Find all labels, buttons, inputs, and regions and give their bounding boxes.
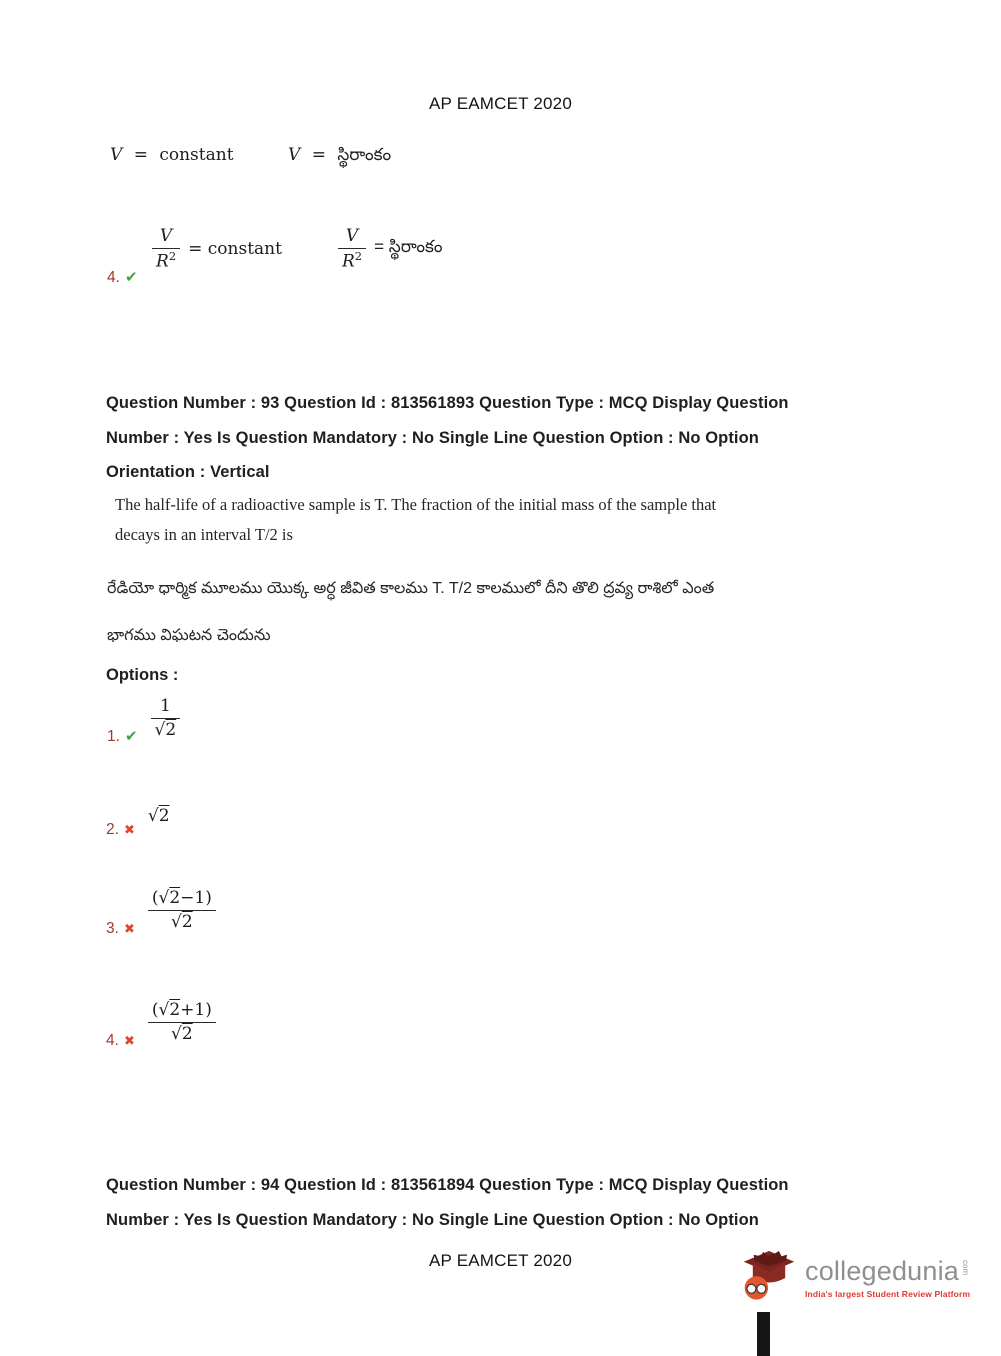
wrong-answer-icon: ✖ — [123, 921, 135, 937]
sqrt-sign: √ — [171, 912, 182, 933]
meta-line: Number : Yes Is Question Mandatory : No Single Line Question Option : No Option — [106, 428, 759, 447]
fraction-denominator — [167, 1024, 197, 1044]
den-exponent: 2 — [168, 249, 177, 264]
logo-wordmark: collegedunia — [805, 1256, 960, 1287]
prev-statement-en-eq: = — [133, 145, 148, 165]
fraction-denominator — [151, 720, 181, 740]
question-93-text-en — [115, 490, 755, 550]
sqrt-radicand: 2 — [169, 888, 181, 908]
prev-statement-en-lhs: V — [110, 145, 123, 165]
correct-answer-icon: ✔ — [124, 728, 138, 746]
option-3-label — [106, 920, 135, 938]
sqrt-radicand: 2 — [158, 806, 170, 826]
collegedunia-mascot-icon — [742, 1250, 796, 1306]
prev-statement-te-lhs: V — [288, 145, 301, 165]
sqrt-sign: √ — [171, 1024, 182, 1045]
question-text-line: decays in an interval T/2 is — [115, 525, 293, 544]
question-text-line: భాగము విఘటన చెందును — [107, 627, 271, 644]
prev-statement-te-eq: = — [311, 145, 326, 165]
option-2-value — [148, 806, 170, 826]
option-4 — [106, 1000, 216, 1050]
question-94-meta — [106, 1168, 866, 1237]
den-base: R — [341, 251, 355, 272]
logo-text-block — [805, 1257, 970, 1298]
fraction-bar — [148, 910, 216, 911]
page-footer-title: AP EAMCET 2020 — [429, 1251, 572, 1270]
option-4-fraction — [148, 1000, 216, 1044]
prev-answer-rhs-en: = constant — [188, 238, 282, 259]
option-3 — [106, 888, 216, 938]
option-2 — [106, 806, 170, 838]
logo-tagline: India's largest Student Review Platform — [805, 1288, 971, 1299]
sqrt-sign: √ — [147, 806, 159, 826]
sqrt-sign: (√ — [151, 1000, 170, 1020]
fraction-numerator: 1 — [159, 696, 171, 716]
fraction-numerator: V — [159, 226, 173, 246]
prev-answer-fraction-te — [338, 226, 366, 272]
meta-line: Orientation : Vertical — [106, 463, 270, 481]
prev-answer-formula — [152, 226, 443, 272]
fraction-bar — [151, 718, 181, 719]
question-93-meta — [106, 386, 866, 490]
fraction-numerator — [148, 1000, 216, 1020]
prev-answer-rhs-te: = స్థిరాంకం — [374, 236, 443, 256]
prev-statement-en — [110, 145, 234, 165]
sqrt-radicand: 2 — [181, 912, 193, 933]
prev-statement-en-rhs: constant — [159, 145, 234, 165]
fraction-denominator — [167, 912, 197, 932]
den-base: R — [156, 251, 169, 272]
fraction-denominator — [338, 250, 366, 272]
meta-line: Question Number : 93 Question Id : 813561893 Question Type : MCQ Display Question — [106, 394, 789, 412]
option-1-fraction — [151, 696, 181, 740]
fraction-numerator: V — [345, 226, 359, 246]
sqrt-radicand: 2 — [165, 720, 177, 741]
page-header-title: AP EAMCET 2020 — [429, 94, 572, 113]
prev-answer-fraction-en — [152, 226, 180, 272]
sqrt-radicand: 2 — [169, 1000, 181, 1020]
logo-domain-label: com — [961, 1260, 971, 1276]
option-number: 2. — [106, 821, 119, 838]
sqrt-radicand: 2 — [181, 1024, 193, 1045]
collegedunia-logo — [742, 1250, 970, 1306]
prev-answer-label — [107, 268, 138, 287]
wrong-answer-icon: ✖ — [123, 1033, 135, 1049]
prev-statement-te-rhs: స్థిరాంకం — [337, 145, 392, 164]
fraction-numerator — [148, 888, 216, 908]
option-number: 1. — [107, 728, 120, 746]
option-number: 4. — [106, 1032, 119, 1050]
option-1 — [107, 696, 180, 746]
option-4-label — [106, 1032, 135, 1050]
question-text-line: The half-life of a radioactive sample is T. The fraction of the initial mass of the sample that — [115, 495, 717, 514]
option-1-label — [107, 727, 138, 746]
meta-line: Number : Yes Is Question Mandatory : No Single Line Question Option : No Option — [106, 1210, 759, 1229]
sqrt-sign: √ — [154, 720, 166, 741]
option-3-fraction — [148, 888, 216, 932]
logo-tassel — [757, 1312, 770, 1356]
question-text-line: రేడియో ధార్మిక మూలము యొక్క అర్ధ జీవిత కాలము T. T/2 కాలములో దీని తొలి ద్రవ్య రాశిలో ఎంత — [107, 580, 715, 597]
fraction-bar — [148, 1022, 216, 1023]
den-exponent: 2 — [354, 249, 363, 264]
sqrt-sign: (√ — [151, 888, 170, 908]
wrong-answer-icon: ✖ — [123, 822, 135, 837]
option-2-label — [106, 821, 135, 839]
correct-answer-icon: ✔ — [124, 269, 138, 286]
fraction-denominator — [152, 250, 180, 272]
option-number: 3. — [106, 920, 119, 938]
meta-line: Question Number : 94 Question Id : 813561894 Question Type : MCQ Display Question — [106, 1176, 789, 1194]
numerator-tail: +1) — [180, 1000, 212, 1020]
prev-statement-te — [288, 145, 391, 169]
options-heading: Options : — [106, 666, 179, 684]
numerator-tail: −1) — [180, 888, 212, 908]
prev-answer-number: 4. — [107, 269, 120, 286]
question-93-text-te — [107, 565, 787, 659]
